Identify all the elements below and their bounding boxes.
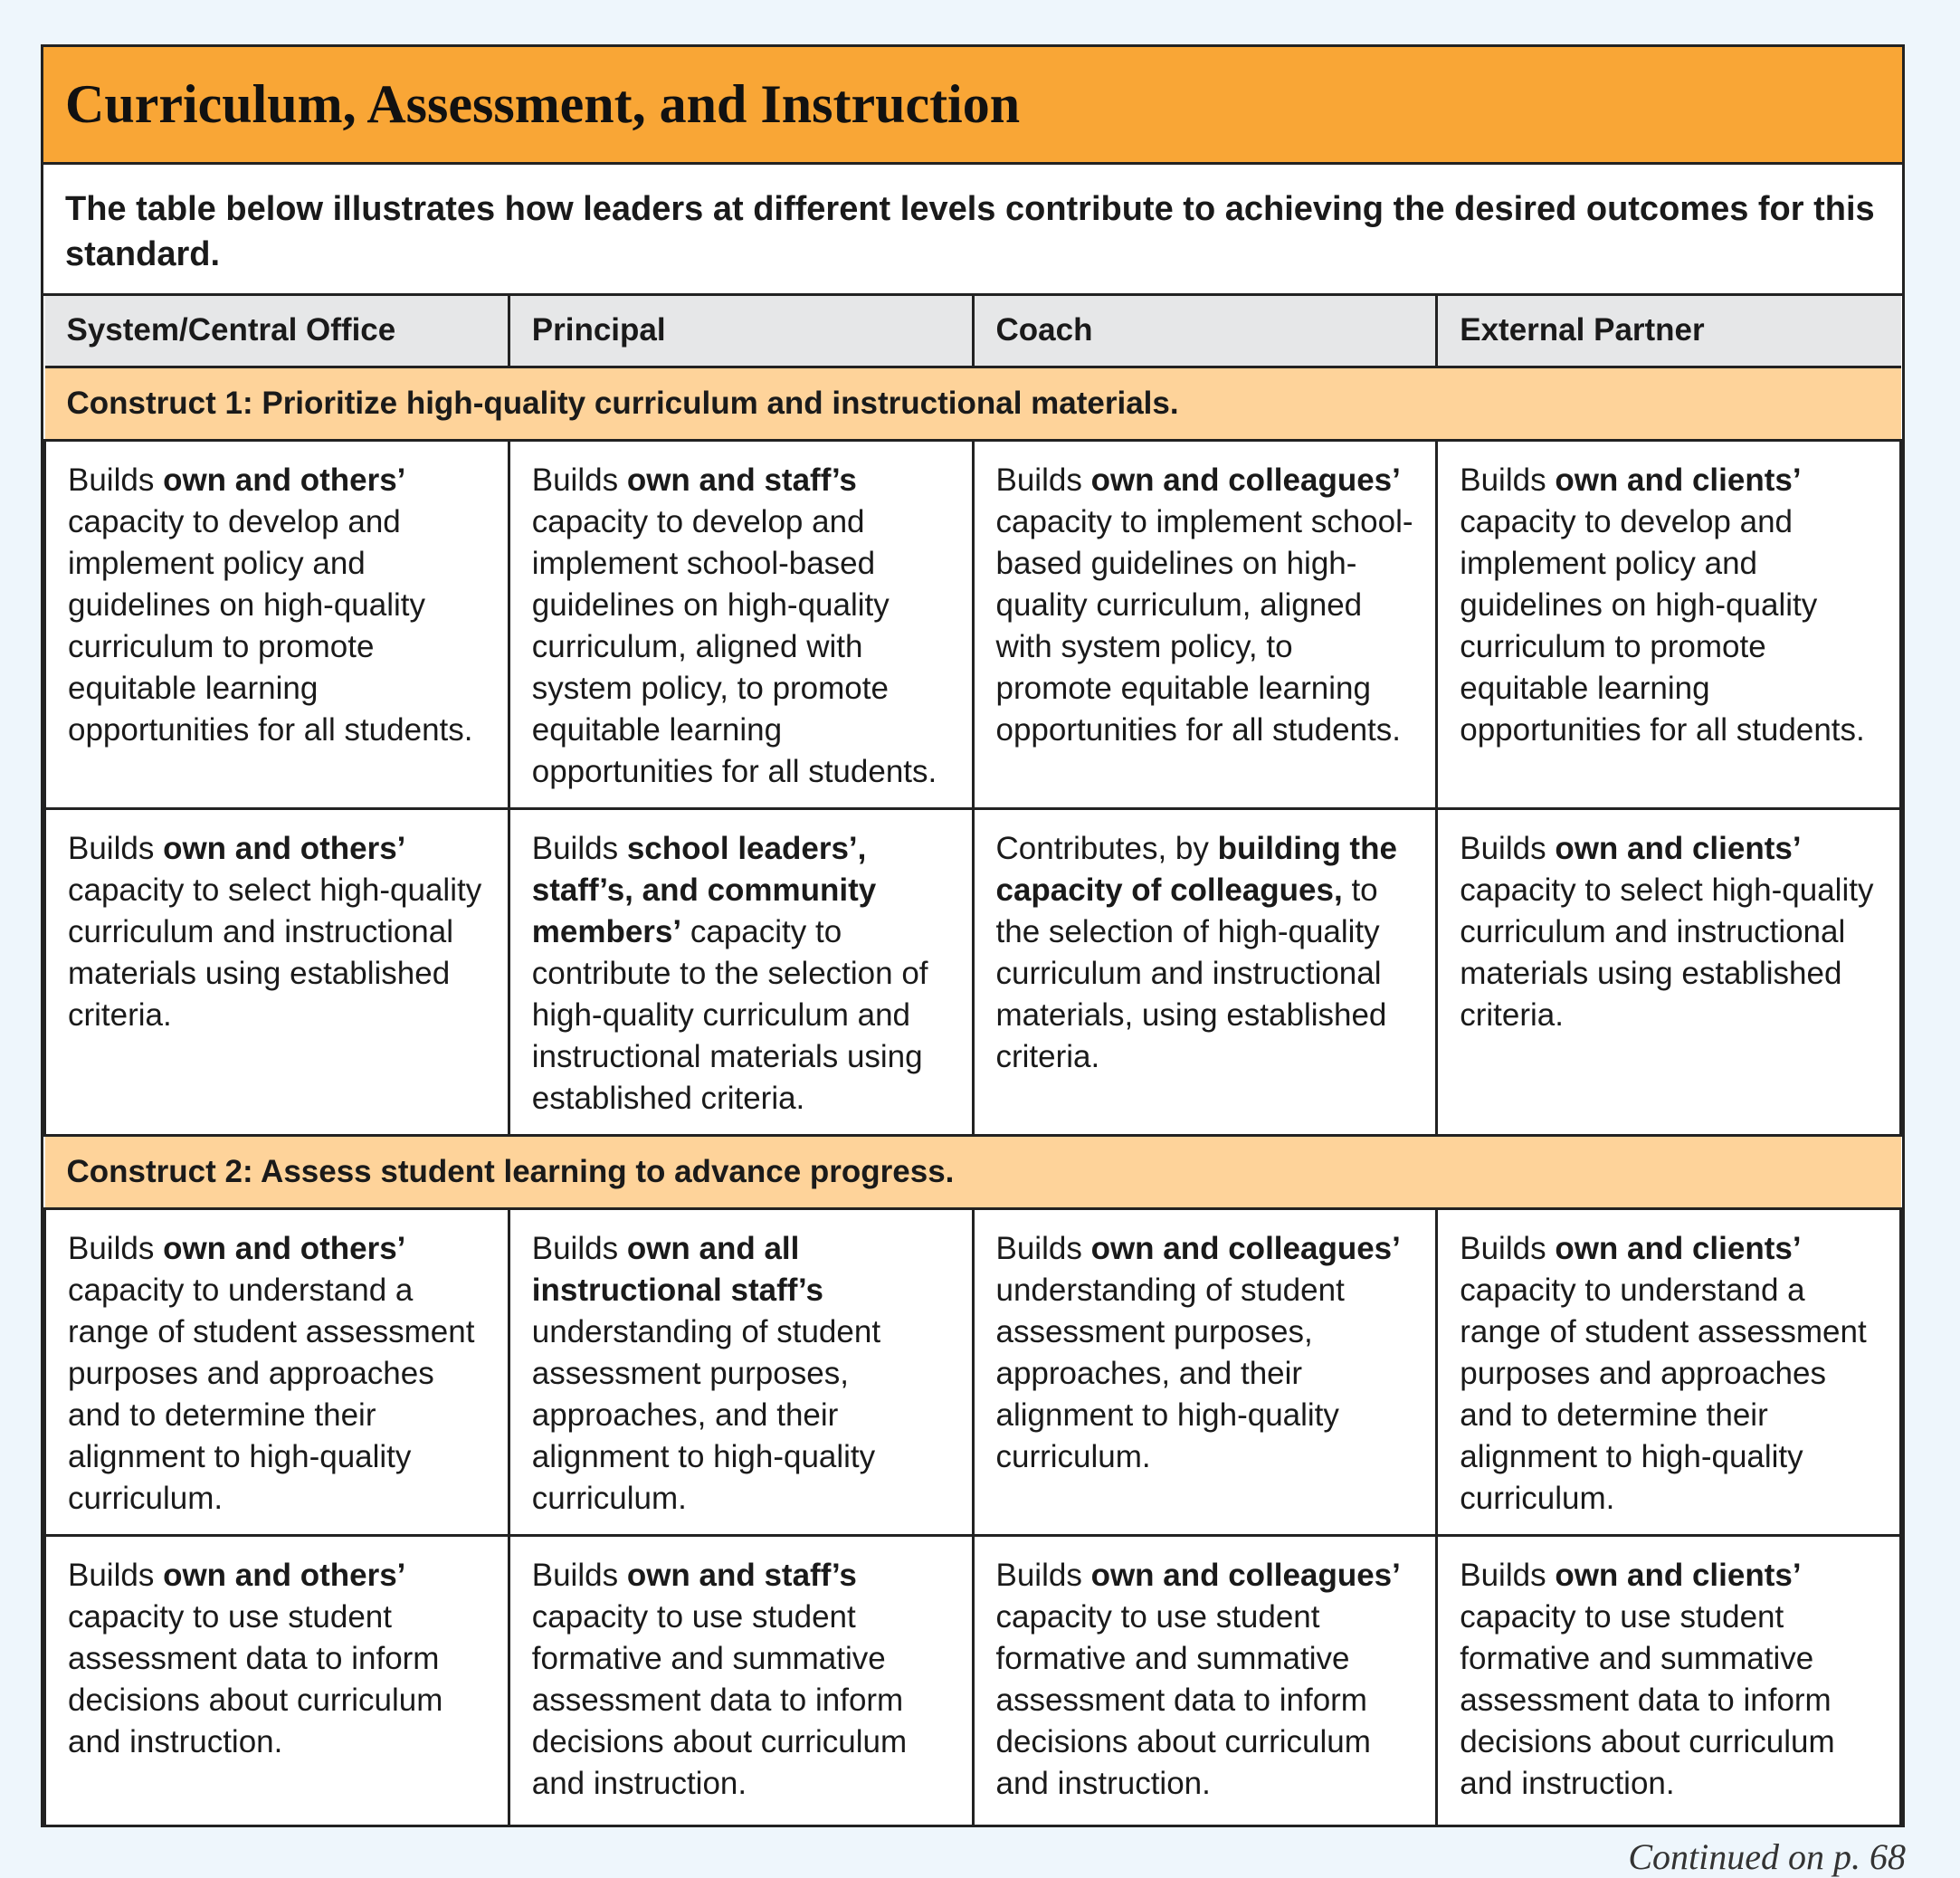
header-row [45, 296, 1901, 367]
cell-text: understanding of student assessment purposes, approaches, and their alignment to high-quality curriculum. [531, 1313, 881, 1516]
cell-text: to the selection of high-quality curriculum and instructional materials, using established criteria. [995, 872, 1387, 1074]
cell-external-partner [1437, 440, 1901, 808]
cell-system [45, 808, 509, 1135]
cell-text: Builds [1460, 1557, 1556, 1593]
cell-text: Builds [531, 1557, 627, 1593]
cell-text: capacity to develop and implement school-based guidelines on high-quality curriculum, aligned with system policy, to promote equitable learning opportunities for all students. [531, 503, 937, 789]
cell-text: capacity to use student formative and summative assessment data to inform decisions about curriculum and instruction. [1460, 1598, 1835, 1801]
cell-principal [509, 808, 973, 1135]
cell-emphasis: own and clients’ [1555, 1230, 1802, 1266]
cell-emphasis: own and colleagues’ [1090, 462, 1401, 498]
table-row [45, 1208, 1901, 1535]
cell-system [45, 1535, 509, 1825]
table-row [45, 1535, 1901, 1825]
title-bar [43, 47, 1902, 165]
cell-system [45, 440, 509, 808]
intro-text: The table below illustrates how leaders at different levels contribute to achieving the desired outcomes for this standard. [43, 165, 1902, 296]
cell-external-partner [1437, 808, 1901, 1135]
cell-text: Contributes, by [995, 830, 1218, 866]
cell-emphasis: own and others’ [163, 462, 406, 498]
cell-text: Builds [68, 1557, 164, 1593]
cell-coach [973, 440, 1437, 808]
construct-label: Construct 1: Prioritize high-quality curriculum and instructional materials. [45, 367, 1901, 440]
cell-coach [973, 1535, 1437, 1825]
cell-text: capacity to develop and implement policy and guidelines on high-quality curriculum to promote equitable learning opportunities for all students. [1460, 503, 1865, 748]
continued-note: Continued on p. 68 [1628, 1836, 1906, 1877]
cell-emphasis: own and clients’ [1555, 1557, 1802, 1593]
page-title: Curriculum, Assessment, and Instruction [65, 74, 1021, 134]
construct-label: Construct 2: Assess student learning to advance progress. [45, 1135, 1901, 1208]
cell-external-partner [1437, 1535, 1901, 1825]
construct-row [45, 1135, 1901, 1208]
cell-emphasis: school leaders’, staff’s, and community members’ [531, 830, 877, 949]
column-header-external-partner: External Partner [1437, 296, 1901, 367]
cell-emphasis: own and colleagues’ [1090, 1230, 1401, 1266]
cell-text: Builds [68, 1230, 164, 1266]
cell-text: Builds [995, 462, 1091, 498]
cell-text: Builds [995, 1230, 1091, 1266]
cell-text: Builds [68, 462, 164, 498]
cell-text: capacity to contribute to the selection of high-quality curriculum and instructional materials using established criteria. [531, 913, 928, 1116]
cell-emphasis: own and all instructional staff’s [531, 1230, 823, 1308]
cell-emphasis: own and staff’s [626, 462, 857, 498]
cell-system [45, 1208, 509, 1535]
cell-text: Builds [995, 1557, 1091, 1593]
cell-text: capacity to understand a range of student assessment purposes and approaches and to determine their alignment to high-quality curriculum. [68, 1272, 475, 1516]
cell-text: capacity to understand a range of student assessment purposes and approaches and to determine their alignment to high-quality curriculum. [1460, 1272, 1867, 1516]
cell-coach [973, 1208, 1437, 1535]
column-header-system: System/Central Office [45, 296, 509, 367]
cell-emphasis: own and clients’ [1555, 830, 1802, 866]
cell-text: Builds [1460, 830, 1556, 866]
cell-text: capacity to use student assessment data to inform decisions about curriculum and instruction. [68, 1598, 443, 1759]
table-body [45, 367, 1901, 1825]
cell-emphasis: own and clients’ [1555, 462, 1802, 498]
column-header-principal: Principal [509, 296, 973, 367]
cell-principal [509, 1535, 973, 1825]
table-row [45, 440, 1901, 808]
cell-emphasis: own and others’ [163, 830, 406, 866]
cell-text: Builds [68, 830, 164, 866]
cell-principal [509, 1208, 973, 1535]
cell-emphasis: own and others’ [163, 1557, 406, 1593]
cell-text: capacity to implement school-based guidelines on high-quality curriculum, aligned with system policy, to promote equitable learning opportunities for all students. [995, 503, 1413, 748]
cell-text: capacity to use student formative and summative assessment data to inform decisions about curriculum and instruction. [531, 1598, 908, 1801]
cell-text: capacity to develop and implement policy and guidelines on high-quality curriculum to promote equitable learning opportunities for all students. [68, 503, 473, 748]
cell-text: Builds [1460, 462, 1556, 498]
cell-text: capacity to select high-quality curriculum and instructional materials using established criteria. [68, 872, 482, 1033]
cell-text: capacity to select high-quality curriculum and instructional materials using established criteria. [1460, 872, 1874, 1033]
cell-emphasis: building the capacity of colleagues, [995, 830, 1397, 908]
cell-emphasis: own and others’ [163, 1230, 406, 1266]
cell-text: understanding of student assessment purposes, approaches, and their alignment to high-quality curriculum. [995, 1272, 1345, 1474]
table-row [45, 808, 1901, 1135]
cell-text: Builds [531, 830, 627, 866]
cell-text: Builds [1460, 1230, 1556, 1266]
leadership-table [43, 296, 1902, 1825]
cell-external-partner [1437, 1208, 1901, 1535]
construct-row [45, 367, 1901, 440]
document-frame [41, 44, 1905, 1827]
cell-coach [973, 808, 1437, 1135]
cell-principal [509, 440, 973, 808]
cell-text: Builds [531, 462, 627, 498]
cell-emphasis: own and staff’s [626, 1557, 857, 1593]
column-header-coach: Coach [973, 296, 1437, 367]
cell-text: Builds [531, 1230, 627, 1266]
cell-emphasis: own and colleagues’ [1090, 1557, 1401, 1593]
cell-text: capacity to use student formative and summative assessment data to inform decisions about curriculum and instruction. [995, 1598, 1371, 1801]
